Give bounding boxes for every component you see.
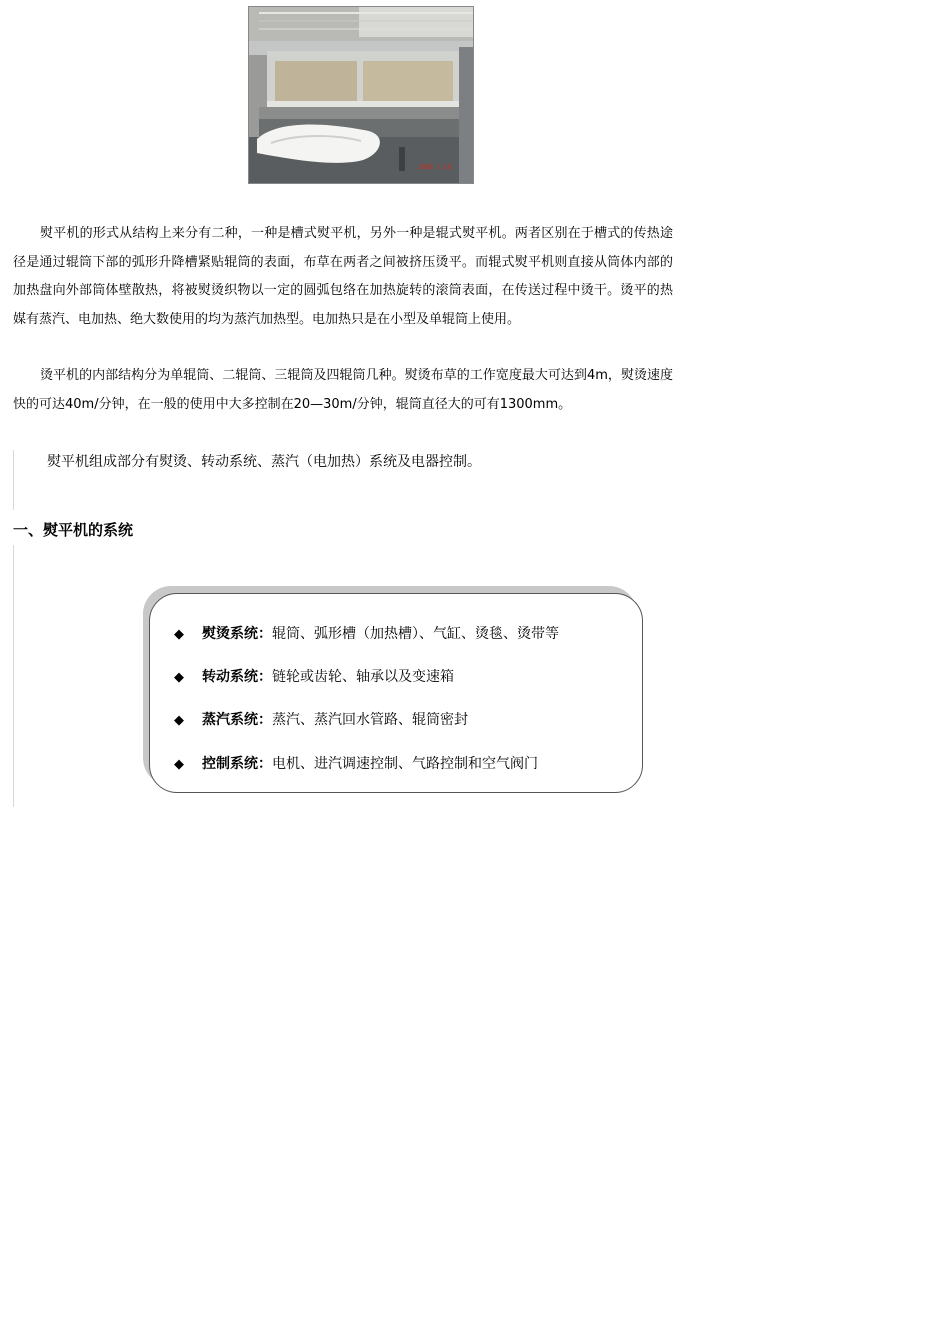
- ironer-machine-image: [249, 7, 474, 184]
- left-margin-rule: [13, 545, 14, 807]
- photo-date-stamp: 2005 1 18: [418, 164, 451, 171]
- system-label: 熨烫系统：: [202, 626, 272, 642]
- system-text: 辊筒、弧形槽（加热槽）、气缸、烫毯、烫带等: [272, 626, 559, 642]
- system-item-steam: [174, 708, 468, 732]
- paragraph-structure-types: 熨平机的形式从结构上来分有二种，一种是槽式熨平机，另外一种是辊式熨平机。两者区别在于槽式的传热途径是通过辊筒下部的弧形升降槽紧贴辊筒的表面，布草在两者之间被挤压烫平。而辊式熨平机则直接从筒体内部的加热盘向外部筒体壁散热，将被熨烫织物以一定的圆弧包络在加热旋转的滚筒表面，在传送过程中烫干。烫平的热媒有蒸汽、电加热、绝大数使用的均为蒸汽加热型。电加热只是在小型及单辊筒上使用。: [13, 226, 673, 327]
- system-text: 链轮或齿轮、轴承以及变速箱: [272, 669, 454, 685]
- paragraph-internal-structure: 烫平机的内部结构分为单辊筒、二辊筒、三辊筒及四辊筒几种。熨烫布草的工作宽度最大可达到4m，熨烫速度快的可达40m/分钟，在一般的使用中大多控制在20—30m/分钟，辊筒直径大的可有1300mm。: [13, 368, 673, 412]
- system-item-transmission: [174, 665, 454, 689]
- system-label: 转动系统：: [202, 669, 272, 685]
- system-text: 蒸汽、蒸汽回水管路、辊筒密封: [272, 712, 468, 728]
- systems-box: [149, 593, 643, 793]
- system-item-ironing: [174, 622, 559, 646]
- section-heading: 一、熨平机的系统: [13, 521, 134, 539]
- system-text: 电机、进汽调速控制、气路控制和空气阀门: [272, 756, 538, 772]
- system-label: 控制系统：: [202, 756, 272, 772]
- diamond-bullet-icon: ◆: [174, 757, 184, 772]
- paragraph-components: 熨平机组成部分有熨烫、转动系统、蒸汽（电加热）系统及电器控制。: [47, 454, 481, 470]
- diamond-bullet-icon: ◆: [174, 713, 184, 728]
- ironer-photo: [248, 6, 474, 184]
- system-item-control: [174, 752, 538, 776]
- left-margin-rule: [13, 450, 14, 510]
- system-label: 蒸汽系统：: [202, 712, 272, 728]
- diamond-bullet-icon: ◆: [174, 627, 184, 642]
- diamond-bullet-icon: ◆: [174, 670, 184, 685]
